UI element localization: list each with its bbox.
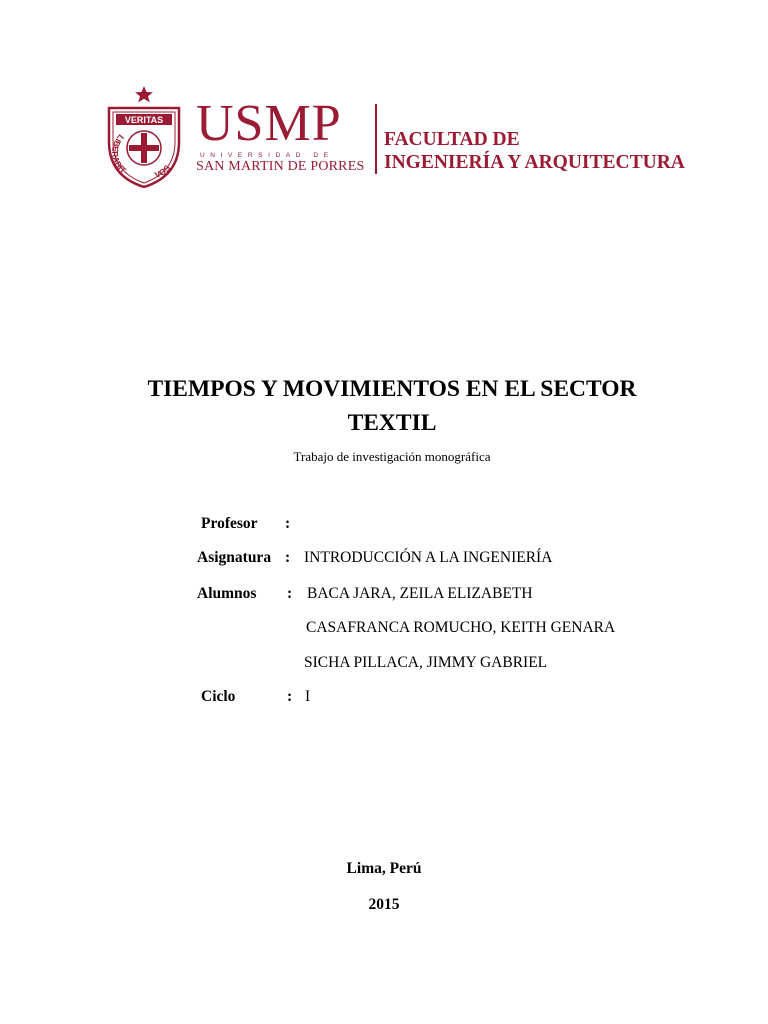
document-place: Lima, Perú: [346, 860, 422, 877]
alumnos-separator: :: [287, 585, 293, 602]
profesor-label: Profesor: [201, 515, 258, 532]
seal-right-text: VOS: [153, 162, 173, 181]
asignatura-value: INTRODUCCIÓN A LA INGENIERÍA: [304, 549, 553, 566]
document-subtitle: Trabajo de investigación monográfica: [293, 449, 491, 464]
alumnos-label: Alumnos: [197, 585, 257, 602]
document-year: 2015: [368, 896, 400, 913]
alumno-1: BACA JARA, ZEILA ELIZABETH: [307, 585, 533, 602]
profesor-separator: :: [285, 515, 291, 532]
alumno-3: SICHA PILLACA, JIMMY GABRIEL: [304, 654, 548, 671]
faculty-line-2: INGENIERÍA Y ARQUITECTURA: [384, 152, 685, 173]
university-label: UNIVERSIDAD DE: [200, 152, 334, 159]
university-name: SAN MARTIN DE PORRES: [196, 159, 365, 174]
university-abbreviation: USMP: [196, 95, 342, 152]
alumno-2: CASAFRANCA ROMUCHO, KEITH GENARA: [306, 619, 616, 636]
faculty-line-1: FACULTAD DE: [384, 129, 520, 150]
ciclo-separator: :: [287, 688, 293, 705]
asignatura-label: Asignatura: [197, 549, 272, 566]
ciclo-label: Ciclo: [201, 688, 236, 705]
asignatura-separator: :: [285, 549, 291, 566]
seal-left-text: LIBERABIT: [109, 132, 129, 176]
title-line-1: TIEMPOS Y MOVIMIENTOS EN EL SECTOR: [147, 376, 637, 402]
title-line-2: TEXTIL: [347, 410, 437, 436]
seal-top-text: VERITAS: [124, 115, 164, 125]
ciclo-value: I: [305, 688, 311, 705]
